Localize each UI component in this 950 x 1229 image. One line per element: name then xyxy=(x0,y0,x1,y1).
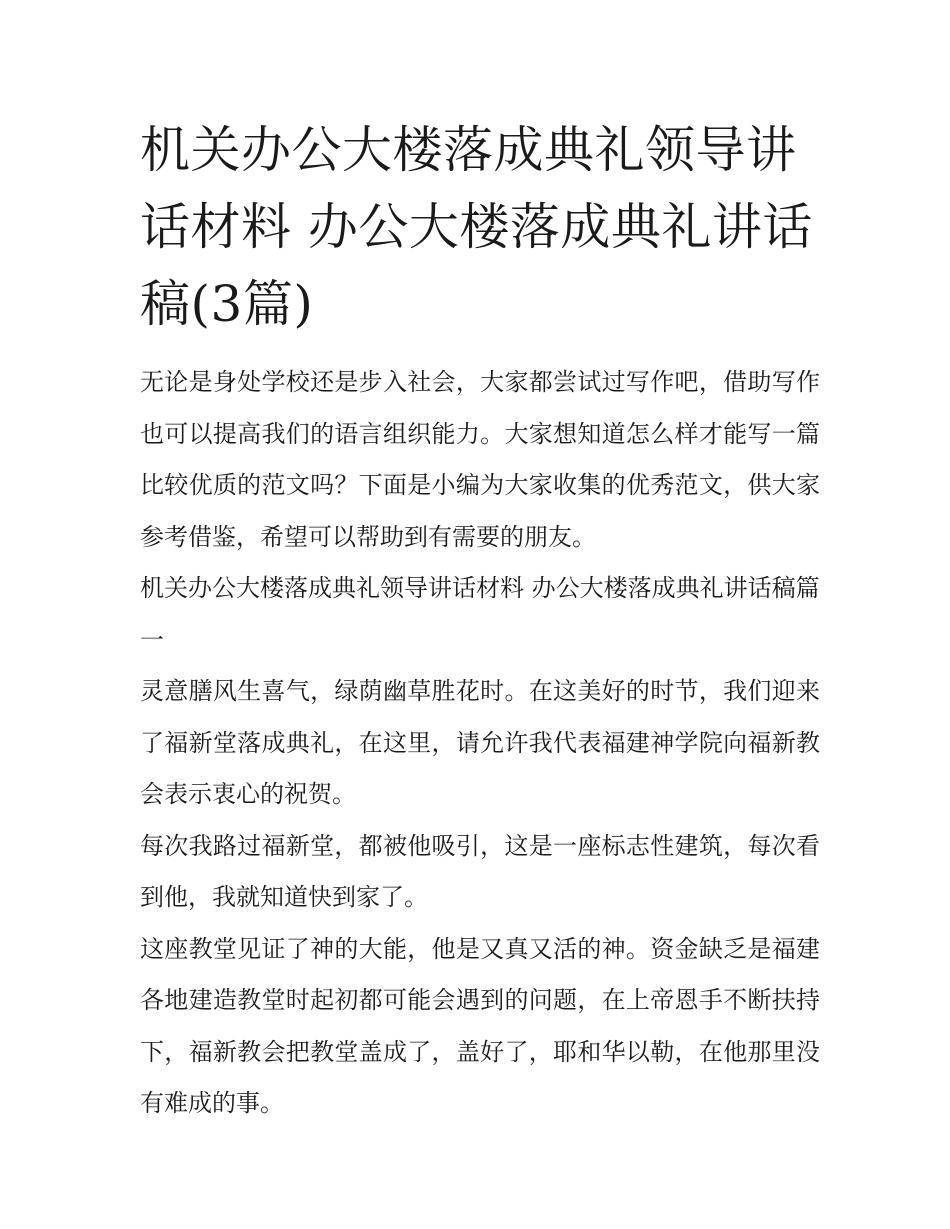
title-line-1: 机关办公大楼落成典礼领导讲 xyxy=(140,121,797,179)
intro-paragraph: 无论是身处学校还是步入社会，大家都尝试过写作吧，借助写作也可以提高我们的语言组织能力。大家想知道怎么样才能写一篇比较优质的范文吗？下面是小编为大家收集的优秀范文，供大家参考借鉴，希望可以帮助到有需要的朋友。 xyxy=(140,368,820,551)
section-heading: 机关办公大楼落成典礼领导讲话材料 办公大楼落成典礼讲话稿篇一 xyxy=(140,574,820,654)
body-paragraph-3: 这座教堂见证了神的大能，他是又真又活的神。资金缺乏是福建各地建造教堂时起初都可能会遇到的问题，在上帝恩手不断扶持下，福新教会把教堂盖成了，盖好了，耶和华以勒，在他那里没有难成的事。 xyxy=(140,934,820,1117)
body-paragraph-2: 每次我路过福新堂，都被他吸引，这是一座标志性建筑，每次看到他，我就知道快到家了。 xyxy=(140,831,820,911)
document-title xyxy=(140,112,820,343)
body-paragraph-1: 灵意膳风生喜气，绿荫幽草胜花时。在这美好的时节，我们迎来了福新堂落成典礼，在这里，请允许我代表福建神学院向福新教会表示衷心的祝贺。 xyxy=(140,677,820,808)
title-line-3: 稿(3篇) xyxy=(140,275,314,333)
document-body xyxy=(140,357,820,1130)
title-line-2: 话材料 办公大楼落成典礼讲话 xyxy=(140,198,813,256)
